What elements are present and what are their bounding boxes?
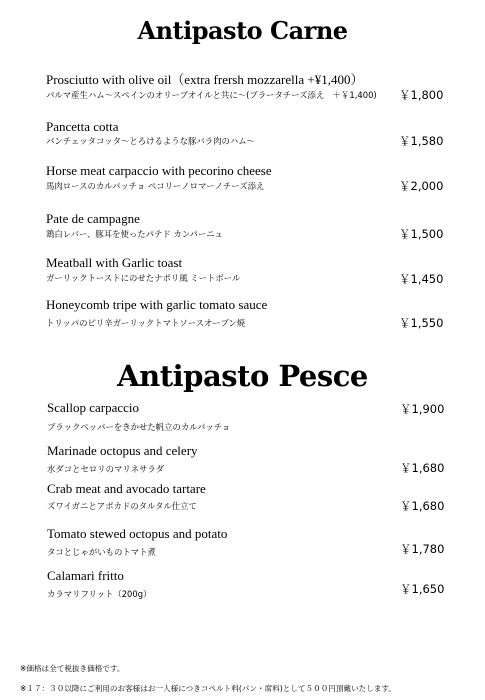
item-description: パルマ産生ハム～スペインのオリーブオイルと共に～(ブラータチーズ添え ＋￥1,400): [46, 90, 377, 100]
item-description: ズワイガニとアボカドのタルタル仕立て: [47, 501, 197, 511]
item-price: ￥1,580: [399, 134, 444, 148]
item-name: Prosciutto with olive oil（extra frersh mozzarella +¥1,400）: [46, 72, 364, 87]
item-description: ガーリックトーストにのせたナポリ風 ミートボール: [46, 273, 241, 283]
item-price: ￥1,450: [399, 272, 444, 286]
item-description: タコとじゃがいものトマト煮: [47, 547, 156, 557]
note-cover-charge: ※１７：３０以降にご利用のお客様はお一人様につきコペルト料(パン・席料)として５００円頂戴いたします。: [20, 684, 397, 693]
item-name: Meatball with Garlic toast: [46, 255, 183, 270]
item-description: トリッパのピリ辛ガーリックトマトソースオーブン焼: [46, 318, 246, 328]
item-price: ￥2,000: [399, 179, 444, 193]
item-name: Horse meat carpaccio with pecorino cheese: [46, 163, 272, 178]
item-name: Crab meat and avocado tartare: [47, 481, 206, 496]
section-title-carne: Antipasto Carne: [137, 16, 348, 45]
item-description: ブラックペッパーをきかせた帆立のカルパッチョ: [47, 422, 231, 432]
item-name: Honeycomb tripe with garlic tomato sauce: [46, 297, 268, 312]
item-price: ￥1,550: [399, 316, 444, 330]
item-name: Scallop carpaccio: [47, 400, 140, 415]
item-price: ￥1,650: [400, 582, 445, 596]
item-price: ￥1,680: [400, 461, 445, 475]
item-price: ￥1,780: [400, 542, 445, 556]
item-description: 水ダコとセロリのマリネサラダ: [47, 464, 164, 474]
section-title-pesce: Antipasto Pesce: [117, 359, 368, 393]
item-name: Calamari fritto: [47, 568, 124, 583]
note-tax: ※価格は全て税抜き価格です。: [20, 664, 125, 673]
item-description: カラマリフリット（200g）: [47, 589, 152, 599]
item-price: ￥1,800: [399, 88, 444, 102]
item-price: ￥1,680: [400, 499, 445, 513]
item-name: Pancetta cotta: [46, 119, 119, 134]
item-price: ￥1,500: [399, 227, 444, 241]
item-description: 鶏白レバー、豚耳を使ったパテド カンパーニュ: [46, 229, 224, 239]
item-description: パンチェッタコッタ～とろけるような豚バラ肉のハム～: [46, 136, 255, 146]
item-name: Tomato stewed octopus and potato: [47, 526, 228, 541]
item-name: Marinade octopus and celery: [47, 443, 198, 458]
item-price: ￥1,900: [400, 402, 445, 416]
item-name: Pate de campagne: [46, 211, 140, 226]
item-description: 馬肉ロースのカルパッチョ ペコリーノロマーノチーズ添え: [46, 181, 265, 191]
